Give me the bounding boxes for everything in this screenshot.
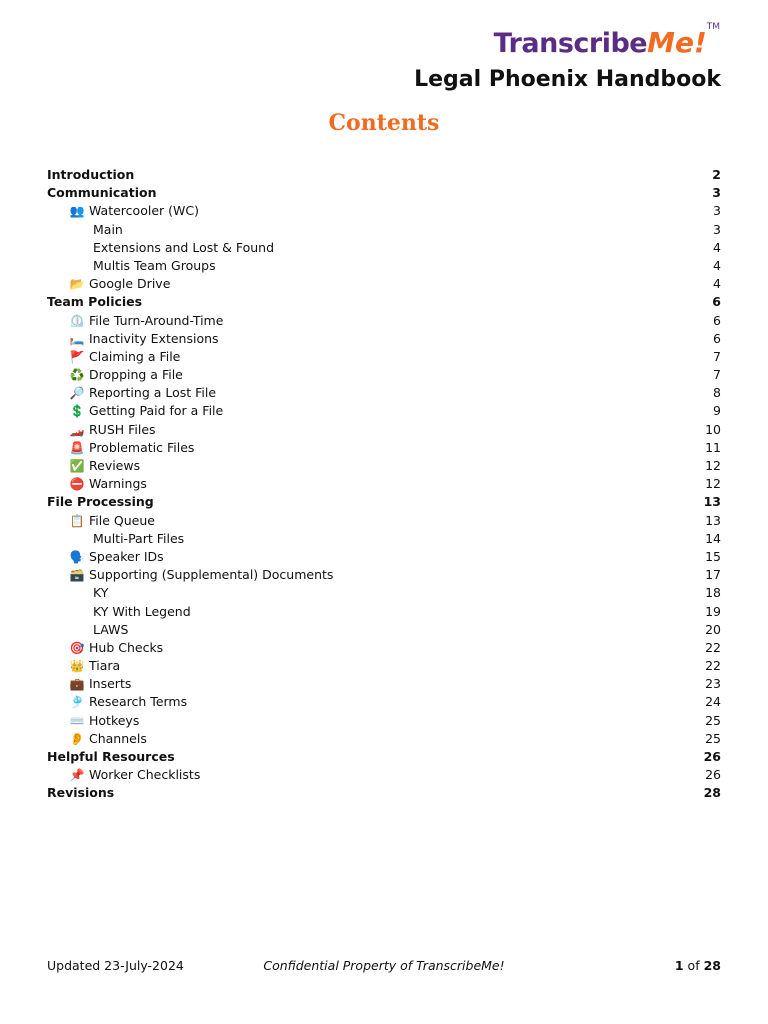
toc-entry-page: 13 [703, 494, 721, 510]
toc-entry-page: 11 [705, 439, 721, 455]
toc-entry-page: 28 [703, 785, 721, 801]
toc-entry-page: 26 [703, 749, 721, 764]
toc-entry-label: Claiming a File [89, 348, 181, 364]
siren-icon: 🚨 [69, 440, 85, 455]
footer-confidential: Confidential Property of TranscribeMe! [263, 958, 505, 973]
toc-entry-label: Main [93, 221, 123, 237]
toc-entry[interactable] [47, 493, 721, 511]
bed-icon: 🛏️ [69, 331, 85, 346]
toc-entry-label-group [47, 566, 333, 584]
toc-entry[interactable] [47, 166, 721, 184]
toc-entry[interactable] [47, 366, 721, 384]
toc-entry-label-group [47, 257, 216, 275]
toc-entry-page: 4 [713, 239, 721, 255]
toc-entry[interactable] [47, 275, 721, 293]
toc-entry-label: Problematic Files [89, 439, 195, 455]
keyboard-icon: ⌨️ [69, 713, 85, 728]
logo-text-me: Me! [647, 26, 707, 59]
toc-entry-label: File Queue [89, 512, 155, 528]
toc-entry-label-group [47, 202, 199, 220]
toc-entry[interactable] [47, 675, 721, 693]
toc-entry-label-group [47, 530, 184, 548]
toc-entry-page: 6 [713, 330, 721, 346]
toc-entry-label: Multis Team Groups [93, 257, 216, 273]
timer-icon: ⏲️ [69, 313, 85, 328]
toc-entry-label-group [47, 584, 108, 602]
check-icon: ✅ [69, 459, 85, 473]
toc-entry-page: 23 [705, 676, 721, 692]
toc-entry-label: KY With Legend [93, 603, 191, 619]
transcribeme-logo [493, 22, 720, 66]
dollar-icon: 💲 [69, 404, 85, 419]
toc-entry-label-group [47, 712, 139, 730]
toc-entry-page: 20 [705, 621, 721, 637]
folder-icon: 📂 [69, 277, 85, 292]
toc-entry-page: 4 [713, 276, 721, 292]
toc-entry[interactable] [47, 766, 721, 784]
toc-entry-page: 22 [705, 639, 721, 655]
toc-entry[interactable] [47, 784, 721, 802]
no-entry-icon: ⛔ [69, 477, 85, 492]
toc-entry-label: Communication [47, 185, 157, 201]
magnifier-icon: 🔎 [69, 386, 85, 401]
table-of-contents [47, 166, 721, 803]
toc-entry[interactable] [47, 712, 721, 730]
target-icon: 🎯 [69, 640, 85, 655]
document-title: Legal Phoenix Handbook [414, 67, 721, 92]
toc-entry-label-group [47, 603, 191, 621]
toc-entry-page: 6 [712, 294, 721, 310]
toc-entry[interactable] [47, 693, 721, 711]
toc-entry-label-group [47, 166, 134, 184]
toc-entry-page: 14 [705, 530, 721, 546]
logo-trademark: TM [706, 22, 720, 32]
toc-entry-label: Revisions [47, 785, 115, 801]
toc-entry-label: KY [93, 585, 109, 601]
toc-entry-label-group [47, 439, 194, 457]
toc-entry-label: Hub Checks [89, 639, 164, 655]
toc-entry[interactable] [47, 530, 721, 548]
contents-heading: Contents [328, 110, 440, 136]
toc-entry-label: Speaker IDs [89, 548, 164, 564]
toc-entry[interactable] [47, 621, 721, 639]
logo-text-transcribe: Transcribe [493, 28, 648, 59]
toc-entry-label: Extensions and Lost & Found [93, 239, 275, 255]
toc-entry-label-group [47, 184, 157, 202]
toc-entry-label-group [47, 766, 200, 784]
toc-entry-label-group [47, 402, 223, 420]
page-footer [47, 958, 721, 976]
toc-entry-label: Inactivity Extensions [89, 330, 219, 346]
toc-entry[interactable] [47, 293, 721, 311]
toc-entry-page: 3 [713, 203, 721, 219]
wind-chime-icon: 🎐 [69, 695, 85, 710]
toc-entry-label-group [47, 348, 180, 366]
toc-entry-page: 6 [713, 312, 721, 328]
toc-entry-label-group [47, 275, 170, 293]
toc-entry-label: RUSH Files [89, 421, 156, 437]
toc-entry[interactable] [47, 475, 721, 493]
toc-entry-label-group [47, 312, 223, 330]
people-icon: 👥 [69, 204, 85, 219]
toc-entry-label-group [47, 639, 163, 657]
toc-entry-label: Reporting a Lost File [89, 385, 217, 401]
toc-entry-label: File Turn-Around-Time [89, 312, 224, 328]
toc-entry-page: 19 [705, 603, 721, 619]
toc-entry-page: 12 [705, 476, 721, 492]
footer-page-current: 1 [674, 958, 684, 973]
ear-icon: 👂 [69, 731, 85, 746]
toc-entry[interactable] [47, 202, 721, 220]
toc-entry-page: 10 [705, 421, 721, 437]
toc-entry-page: 12 [705, 458, 721, 473]
toc-entry-page: 3 [712, 185, 721, 201]
toc-entry-label: Multi-Part Files [93, 530, 185, 546]
toc-entry-label: Research Terms [89, 694, 188, 710]
toc-entry-label: LAWS [93, 621, 129, 637]
toc-entry-label-group [47, 221, 123, 239]
toc-entry-page: 3 [713, 221, 721, 237]
toc-entry[interactable] [47, 184, 721, 202]
card-box-icon: 🗃️ [69, 568, 85, 583]
toc-entry-label-group [47, 621, 128, 639]
toc-entry[interactable] [47, 512, 721, 530]
toc-entry-label: Team Policies [47, 294, 143, 310]
toc-entry[interactable] [47, 221, 721, 239]
toc-entry-label-group [47, 748, 175, 766]
toc-entry-label: Tiara [89, 658, 121, 674]
toc-entry-page: 18 [705, 585, 721, 601]
toc-entry-label-group [47, 421, 156, 439]
toc-entry-page: 25 [705, 730, 721, 746]
recycle-icon: ♻️ [69, 368, 85, 383]
toc-entry-label-group [47, 366, 183, 384]
toc-entry[interactable] [47, 384, 721, 402]
toc-entry-label-group [47, 693, 187, 711]
briefcase-icon: 💼 [69, 677, 85, 692]
toc-entry-label-group [47, 730, 147, 748]
flag-icon: 🚩 [69, 349, 85, 364]
toc-entry[interactable] [47, 257, 721, 275]
toc-entry-page: 7 [713, 367, 721, 383]
toc-entry-page: 13 [705, 512, 721, 528]
toc-entry-page: 22 [705, 658, 721, 674]
toc-entry[interactable] [47, 584, 721, 602]
toc-entry-page: 26 [705, 767, 721, 783]
crown-icon: 👑 [69, 659, 85, 674]
footer-page-number [675, 958, 721, 973]
toc-entry-label: Channels [89, 730, 147, 746]
toc-entry[interactable] [47, 421, 721, 439]
clipboard-icon: 📋 [69, 513, 85, 528]
toc-entry-label-group [47, 675, 131, 693]
toc-entry-label: Reviews [89, 458, 141, 473]
toc-entry-page: 15 [705, 548, 721, 564]
pushpin-icon: 📌 [69, 768, 85, 783]
toc-entry[interactable] [47, 548, 721, 566]
toc-entry[interactable] [47, 730, 721, 748]
toc-entry-label-group [47, 330, 219, 348]
speaking-head-icon: 🗣️ [69, 549, 85, 564]
toc-entry[interactable] [47, 657, 721, 675]
toc-entry[interactable] [47, 348, 721, 366]
toc-entry-label-group [47, 548, 164, 566]
toc-entry[interactable] [47, 566, 721, 584]
toc-entry-page: 8 [713, 385, 721, 401]
toc-entry-page: 17 [705, 567, 721, 583]
toc-entry-label: Watercooler (WC) [89, 203, 199, 219]
toc-entry-label-group [47, 457, 140, 475]
toc-entry-label-group [47, 784, 114, 802]
toc-entry-label-group [47, 475, 147, 493]
toc-entry[interactable] [47, 457, 721, 475]
toc-entry[interactable] [47, 439, 721, 457]
footer-page-of: of [687, 958, 700, 973]
toc-entry-page: 24 [705, 694, 721, 710]
toc-entry-label: Hotkeys [89, 712, 140, 728]
toc-entry-label: Warnings [89, 476, 147, 492]
toc-entry-label-group [47, 493, 154, 511]
toc-entry-page: 25 [705, 712, 721, 728]
toc-entry-label: Supporting (Supplemental) Documents [89, 567, 334, 583]
toc-entry[interactable] [47, 239, 721, 257]
toc-entry-label: Helpful Resources [47, 749, 175, 764]
toc-entry[interactable] [47, 402, 721, 420]
toc-entry-label: Inserts [89, 676, 132, 692]
race-car-icon: 🏎️ [69, 422, 85, 437]
toc-entry-label: Google Drive [89, 276, 171, 292]
footer-updated-date: Updated 23-July-2024 [47, 958, 184, 973]
toc-entry-label: Dropping a File [89, 367, 183, 383]
toc-entry[interactable] [47, 312, 721, 330]
toc-entry-label: Worker Checklists [89, 767, 201, 783]
toc-entry-label-group [47, 512, 155, 530]
toc-entry-label: File Processing [47, 494, 154, 510]
toc-entry[interactable] [47, 748, 721, 766]
toc-entry-label: Getting Paid for a File [89, 403, 224, 419]
toc-entry-label-group [47, 384, 216, 402]
toc-entry[interactable] [47, 330, 721, 348]
footer-page-total: 28 [703, 958, 721, 973]
toc-entry-page: 2 [712, 167, 721, 182]
toc-entry-label: Introduction [47, 167, 135, 182]
toc-entry-page: 7 [713, 348, 721, 364]
toc-entry-label-group [47, 657, 120, 675]
toc-entry-page: 9 [713, 403, 721, 419]
toc-entry-page: 4 [713, 257, 721, 273]
toc-entry-label-group [47, 293, 142, 311]
toc-entry-label-group [47, 239, 274, 257]
toc-entry[interactable] [47, 603, 721, 621]
toc-entry[interactable] [47, 639, 721, 657]
